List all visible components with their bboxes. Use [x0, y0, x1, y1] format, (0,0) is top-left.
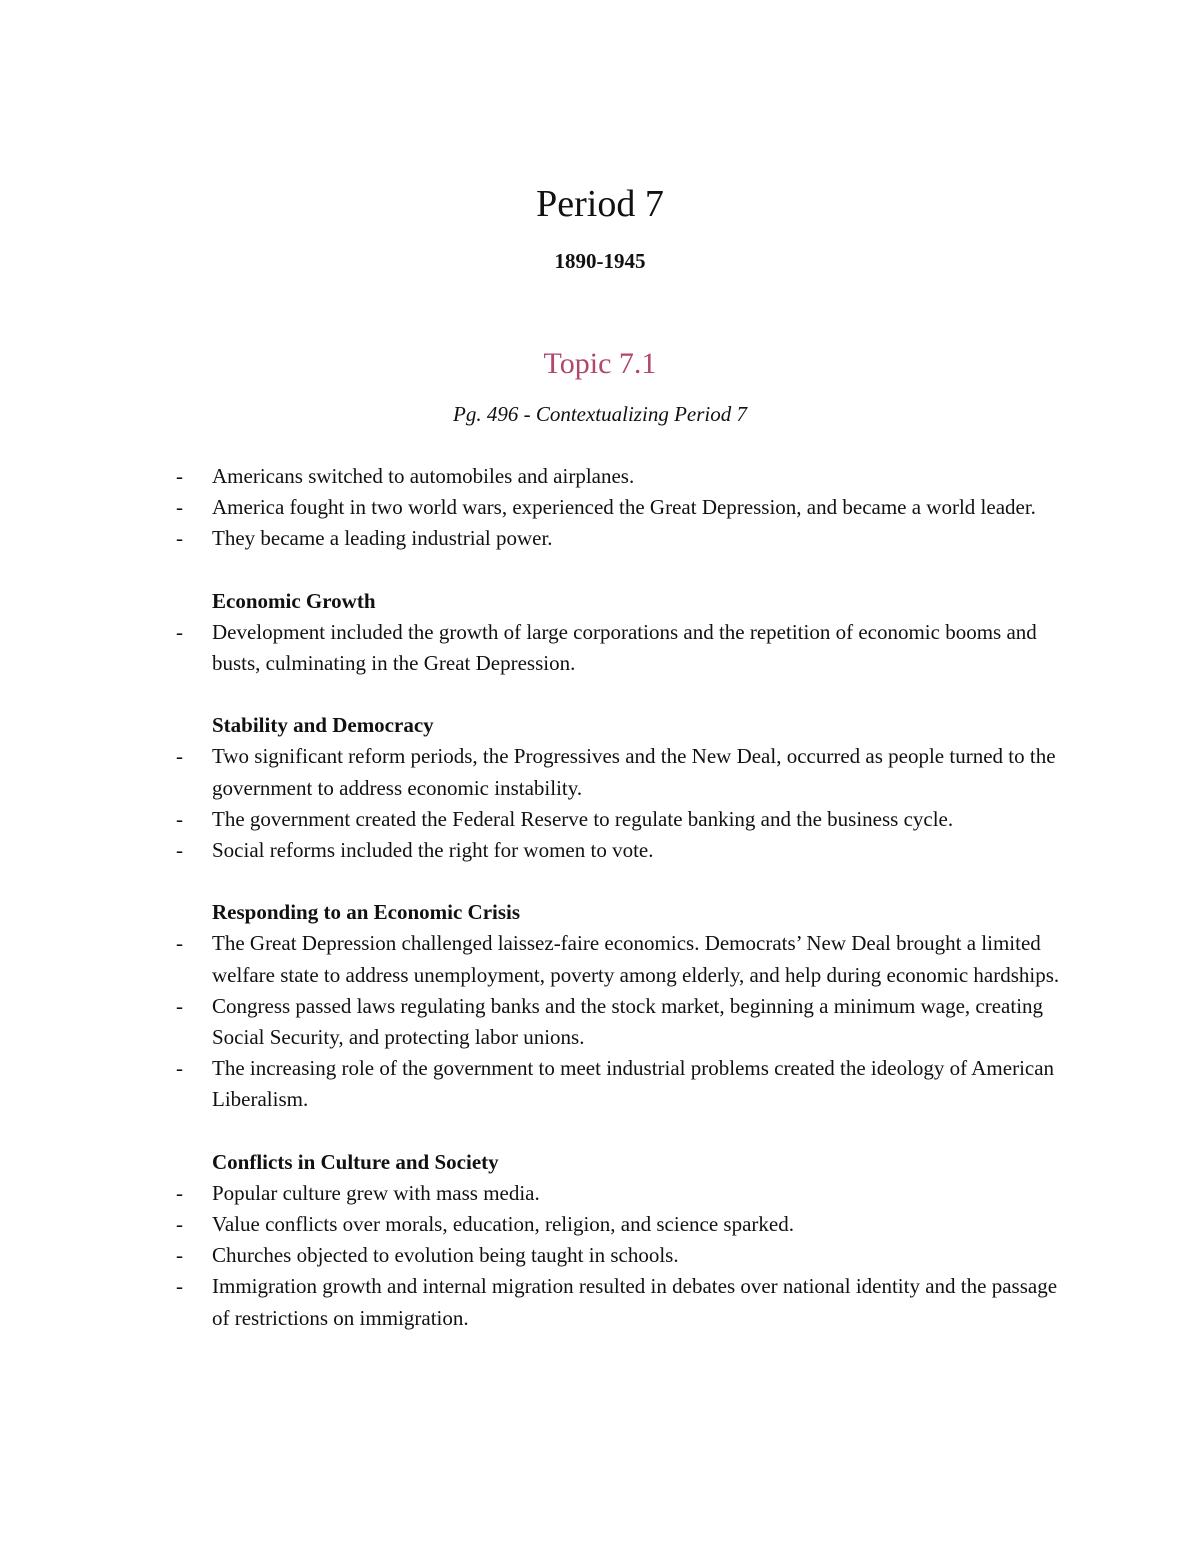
section-heading: Stability and Democracy	[212, 713, 434, 738]
list-item	[0, 928, 1072, 990]
list-item-text: The Great Depression challenged laissez-faire economics. Democrats’ New Deal brought a limited welfare state to address unemployment, poverty among elderly, and help during economic hardships.	[212, 931, 1060, 987]
bullet-dash: -	[176, 993, 183, 1018]
list-item-text: Development included the growth of large corporations and the repetition of economic booms and busts, culminating in the Great Depression.	[212, 619, 1037, 676]
topic-heading: Topic 7.1	[543, 347, 657, 380]
list-item	[0, 1240, 1072, 1271]
list-item	[0, 1209, 1072, 1240]
bullet-dash: -	[176, 1180, 183, 1205]
list-item	[0, 523, 1072, 554]
bullet-dash: -	[176, 1212, 183, 1237]
bullet-dash: -	[176, 1243, 183, 1268]
date-range: 1890-1945	[554, 249, 646, 273]
list-item-text: Congress passed laws regulating banks and the stock market, beginning a minimum wage, creating Social Security, and protecting labor unions.	[212, 993, 1044, 1050]
bullet-dash: -	[176, 495, 183, 520]
list-item	[0, 461, 1072, 492]
bullet-dash: -	[176, 526, 183, 551]
list-item-text: America fought in two world wars, experienced the Great Depression, and became a world leader.	[212, 495, 1036, 520]
list-item-text: Immigration growth and internal migration resulted in debates over national identity and the passage of restrictions on immigration.	[212, 1274, 1058, 1330]
bullet-dash: -	[176, 838, 183, 863]
list-item-text: The government created the Federal Reserve to regulate banking and the business cycle.	[212, 806, 954, 831]
page-title: Period 7	[536, 183, 664, 225]
bullet-dash: -	[176, 806, 183, 831]
section-heading: Economic Growth	[212, 588, 376, 613]
list-item	[0, 741, 1072, 803]
list-item	[0, 835, 1072, 866]
bullet-dash: -	[176, 931, 183, 956]
list-item-text: Two significant reform periods, the Progressives and the New Deal, occurred as people turned to the government to address economic instability.	[212, 744, 1056, 800]
topic-subtitle: Pg. 496 - Contextualizing Period 7	[453, 402, 747, 426]
list-item-text: Social reforms included the right for women to vote.	[212, 838, 654, 863]
list-item-text: The increasing role of the government to meet industrial problems created the ideology of American Liberalism.	[212, 1056, 1055, 1112]
bullet-dash: -	[176, 1274, 183, 1299]
list-item	[0, 991, 1072, 1053]
notes-body	[0, 461, 1200, 1334]
list-item	[0, 1271, 1072, 1333]
list-item-text: They became a leading industrial power.	[212, 526, 553, 551]
bullet-dash: -	[176, 1056, 183, 1081]
list-item-text: Churches objected to evolution being taught in schools.	[212, 1243, 679, 1268]
section-heading: Conflicts in Culture and Society	[212, 1149, 499, 1174]
list-item-text: Americans switched to automobiles and airplanes.	[212, 464, 635, 488]
section-heading: Responding to an Economic Crisis	[212, 900, 521, 925]
list-item	[0, 1053, 1072, 1115]
bullet-dash: -	[176, 464, 183, 488]
bullet-dash: -	[176, 744, 183, 769]
list-item	[0, 804, 1072, 835]
list-item	[0, 1178, 1072, 1209]
bullet-dash: -	[176, 619, 183, 644]
list-item	[0, 492, 1072, 523]
list-item	[0, 617, 1072, 679]
list-item-text: Popular culture grew with mass media.	[212, 1180, 540, 1205]
list-item-text: Value conflicts over morals, education, religion, and science sparked.	[212, 1212, 794, 1237]
